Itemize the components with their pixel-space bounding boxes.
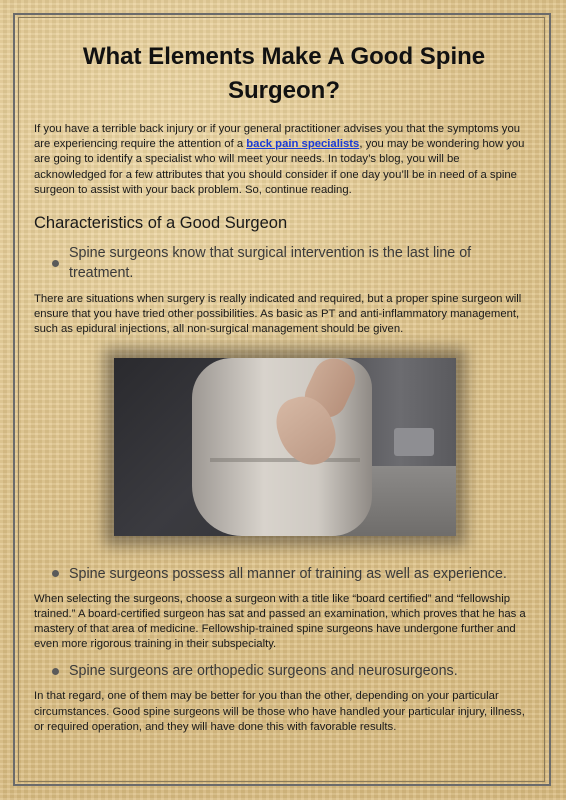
bullet-heading-3: Spine surgeons are orthopedic surgeons and neurosurgeons. [69, 663, 458, 680]
article-title: What Elements Make A Good Spine Surgeon? [82, 43, 486, 104]
bullet-dot-icon [52, 570, 59, 577]
bullet-heading-1: Spine surgeons know that surgical intervention is the last line of treatment. [69, 245, 472, 282]
bullet-item-2 [34, 564, 534, 584]
back-pain-specialists-link[interactable]: back pain specialists [246, 138, 360, 151]
bullet-heading-2: Spine surgeons possess all manner of training as well as experience. [69, 565, 507, 582]
bullet-item-1 [34, 243, 534, 283]
article [34, 40, 534, 735]
point-3-paragraph: In that regard, one of them may be better for you than the other, depending on your particular circumstances. Good spine surgeons will be those who have handled your particular injury, illness, or required operation, and they will have done this with favorable results. [34, 690, 525, 733]
point-2-paragraph: When selecting the surgeons, choose a surgeon with a title like “board certified” and “fellowship trained.” A board-certified surgeon has sat and passed an examination, which proves that he has a mastery of that area of medicine. Fellowship-trained spine surgeons have undergone further and even more rigorous training in their subspecialty. [34, 592, 526, 651]
section-heading: Characteristics of a Good Surgeon [34, 214, 288, 233]
intro-paragraph [34, 122, 534, 198]
bullet-dot-icon [52, 668, 59, 675]
point-1-paragraph: There are situations when surgery is really indicated and required, but a proper spine surgeon will ensure that you have tried other possibilities. As basic as PT and anti-inflammatory management, such as epidural injections, all non-surgical management should be given. [34, 293, 522, 336]
bullet-item-3 [34, 661, 534, 681]
back-pain-photo [114, 358, 456, 536]
intro-text-start: If you have a terrible back injury or if your general practitioner advises you that the symptoms you are experiencing require the attention of a [34, 123, 521, 151]
intro-text-end: , you may be wondering how you are going to identify a specialist who will meet your needs. In today’s blog, you will be acknowledged for a few attributes that you should consider if one day you’ll be in need of a spine surgeon to assist with your back problem. So, continue reading. [34, 138, 525, 196]
bullet-dot-icon [52, 260, 59, 267]
